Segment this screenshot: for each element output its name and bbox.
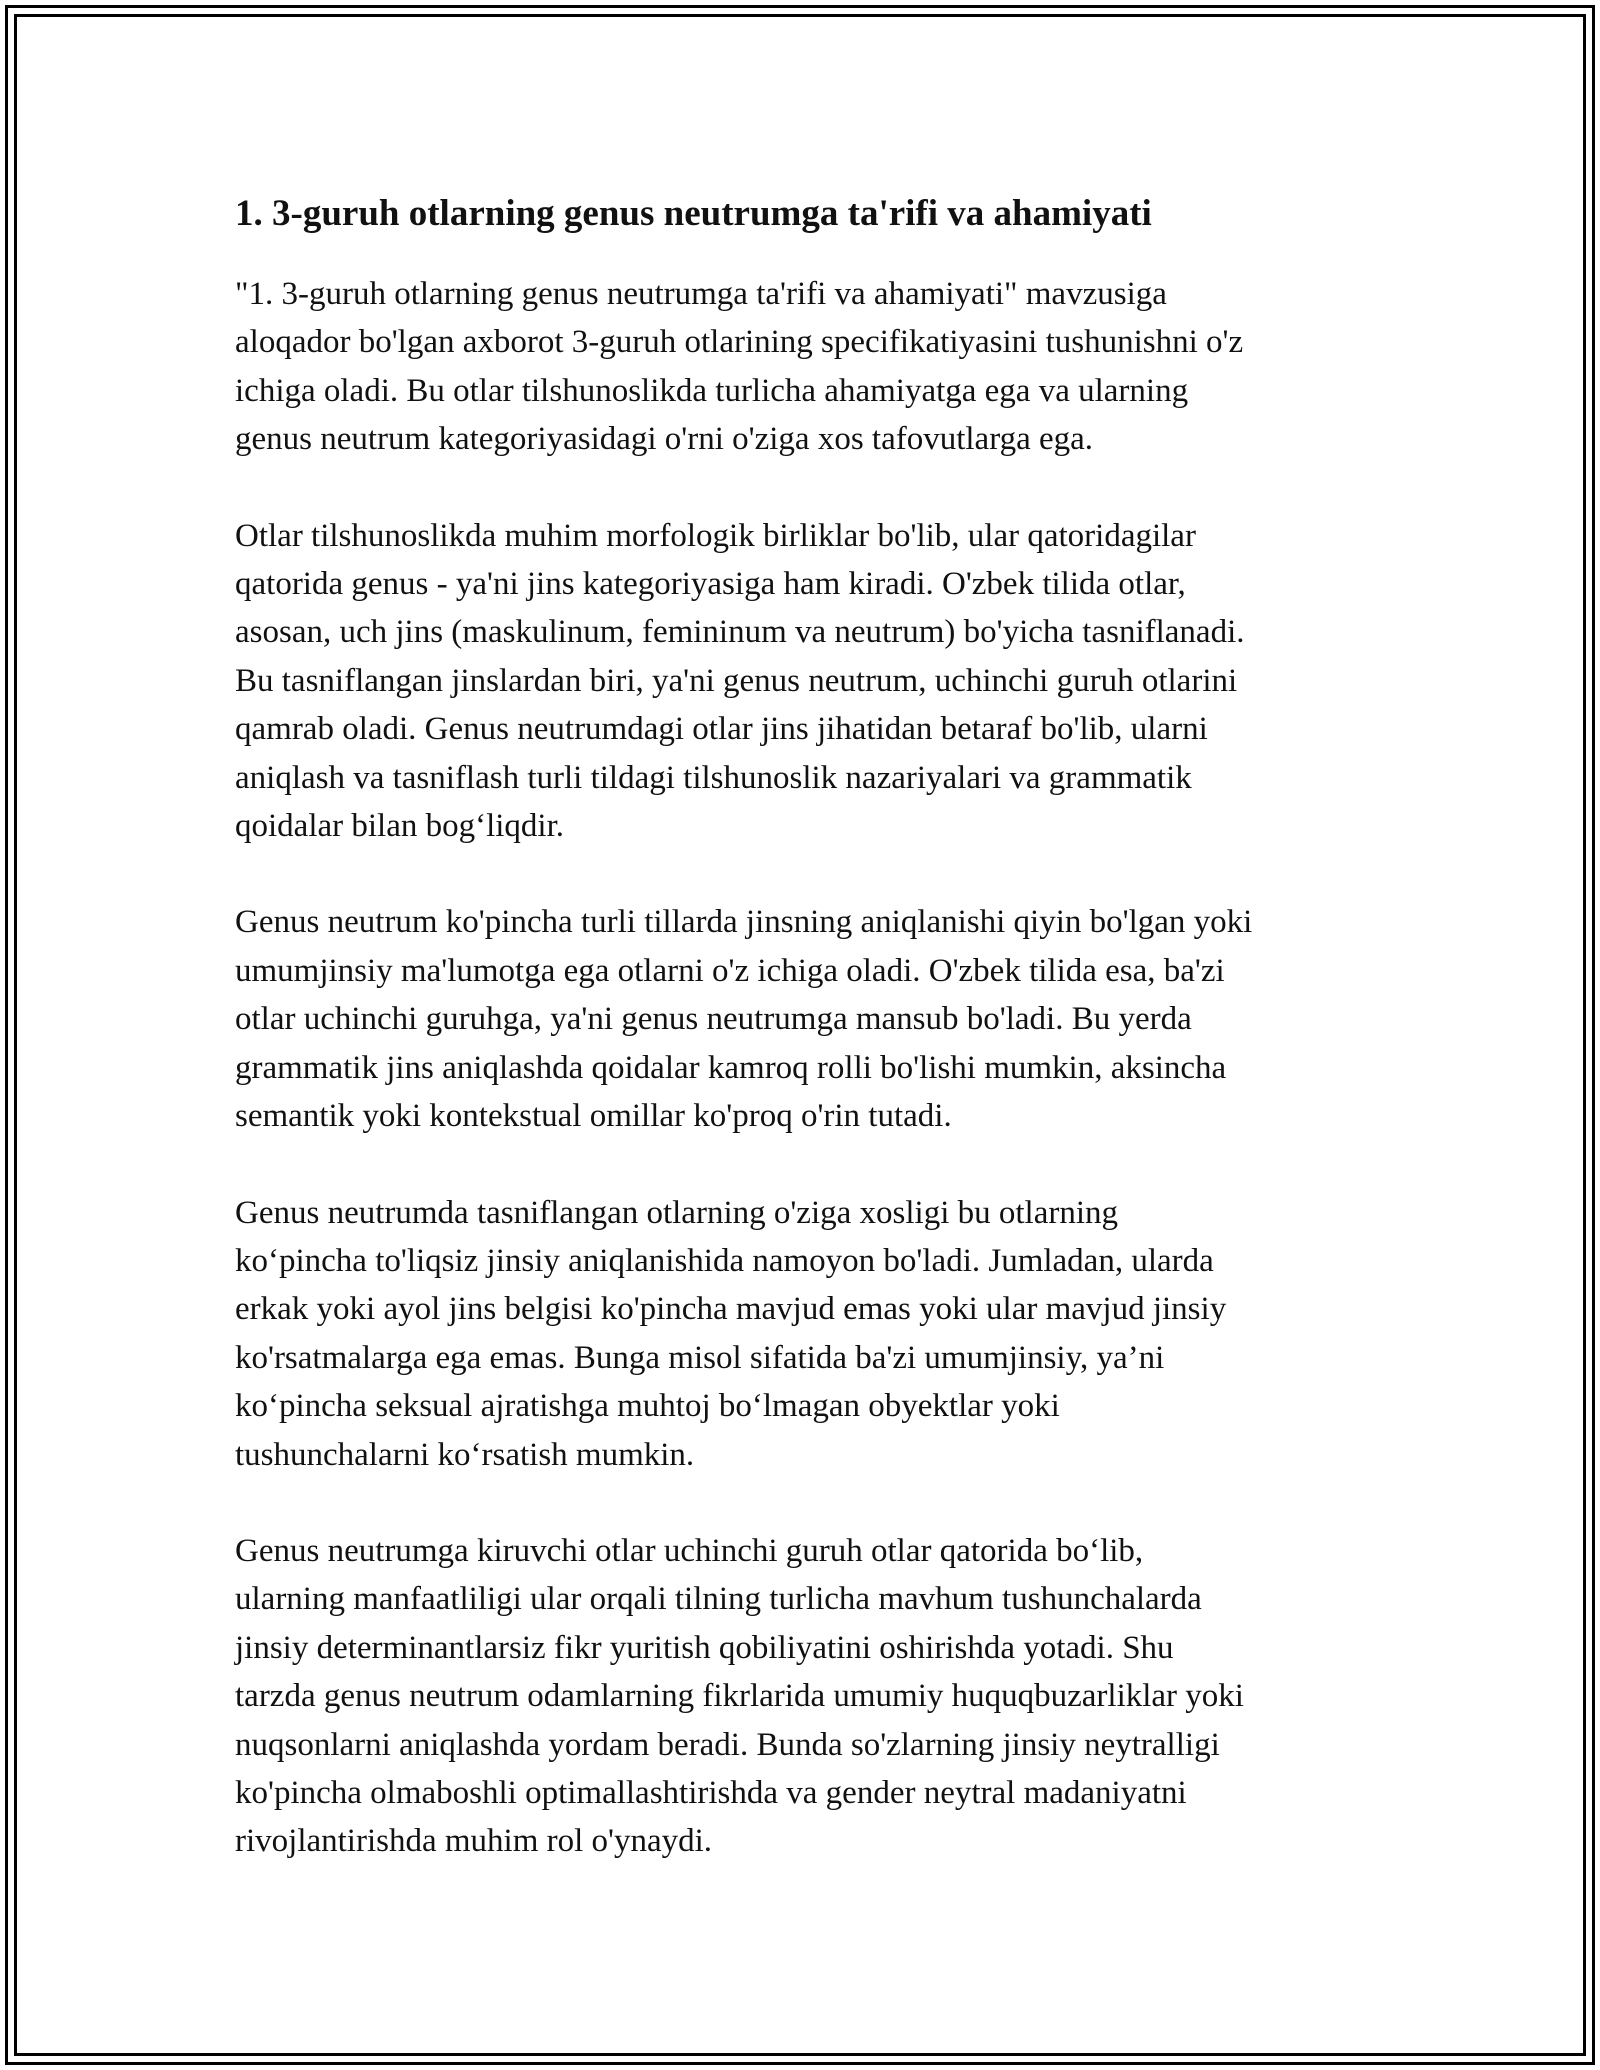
- paragraph-line: jinsiy determinantlarsiz fikr yuritish qobiliyatini oshirishda yotadi. Shu: [235, 1629, 1174, 1666]
- paragraph-line: grammatik jins aniqlashda qoidalar kamroq rolli bo'lishi mumkin, aksincha: [235, 1049, 1227, 1086]
- paragraph-line: Genus neutrumda tasniflangan otlarning o'ziga xosligi bu otlarning: [235, 1194, 1119, 1231]
- paragraph-line: genus neutrum kategoriyasidagi o'rni o'ziga xos tafovutlarga ega.: [235, 421, 1094, 458]
- paragraph: [235, 1527, 1375, 1866]
- paragraph-line: qatorida genus - ya'ni jins kategoriyasiga ham kiradi. O'zbek tilida otlar,: [235, 566, 1186, 603]
- paragraph-line: ko‘pincha seksual ajratishga muhtoj bo‘lmagan obyektlar yoki: [235, 1388, 1060, 1425]
- paragraph-line: qamrab oladi. Genus neutrumdagi otlar jins jihatidan betaraf bo'lib, ularni: [235, 711, 1208, 748]
- paragraph-line: Genus neutrumga kiruvchi otlar uchinchi guruh otlar qatorida bo‘lib,: [235, 1532, 1144, 1569]
- paragraph-line: Otlar tilshunoslikda muhim morfologik birliklar bo'lib, ular qatoridagilar: [235, 517, 1196, 554]
- paragraph-list: [235, 270, 1375, 1866]
- paragraph: [235, 512, 1375, 851]
- document-title: 1. 3-guruh otlarning genus neutrumga ta'rifi va ahamiyati: [235, 193, 1152, 234]
- paragraph-line: ularning manfaatliligi ular orqali tilning turlicha mavhum tushunchalarda: [235, 1581, 1202, 1618]
- paragraph-line: ko‘pincha to'liqsiz jinsiy aniqlanishida namoyon bo'ladi. Jumladan, ularda: [235, 1242, 1214, 1279]
- paragraph-line: aloqador bo'lgan axborot 3-guruh otlarining specifikatiyasini tushunishni o'z: [235, 324, 1244, 361]
- paragraph: [235, 270, 1375, 464]
- paragraph-line: nuqsonlarni aniqlashda yordam beradi. Bunda so'zlarning jinsiy neytralligi: [235, 1726, 1220, 1763]
- paragraph-line: semantik yoki kontekstual omillar ko'proq o'rin tutadi.: [235, 1098, 952, 1135]
- paragraph-line: "1. 3-guruh otlarning genus neutrumga ta'rifi va ahamiyati" mavzusiga: [235, 276, 1167, 312]
- document-body: [235, 182, 1375, 1914]
- paragraph-line: asosan, uch jins (maskulinum, femininum va neutrum) bo'yicha tasniflanadi.: [235, 614, 1245, 651]
- paragraph-line: aniqlash va tasniflash turli tildagi tilshunoslik nazariyalari va grammatik: [235, 759, 1192, 796]
- paragraph-line: Bu tasniflangan jinslardan biri, ya'ni genus neutrum, uchinchi guruh otlarini: [235, 662, 1238, 699]
- paragraph-line: qoidalar bilan bog‘liqdir.: [235, 808, 565, 845]
- paragraph: [235, 1189, 1375, 1479]
- paragraph-line: Genus neutrum ko'pincha turli tillarda jinsning aniqlanishi qiyin bo'lgan yoki: [235, 904, 1253, 941]
- paragraph-line: umumjinsiy ma'lumotga ega otlarni o'z ichiga oladi. O'zbek tilida esa, ba'zi: [235, 952, 1225, 989]
- paragraph-line: ko'pincha olmaboshli optimallashtirishda va gender neytral madaniyatni: [235, 1774, 1187, 1811]
- paragraph-line: rivojlantirishda muhim rol o'ynaydi.: [235, 1823, 713, 1860]
- paragraph-line: ichiga oladi. Bu otlar tilshunoslikda turlicha ahamiyatga ega va ularning: [235, 372, 1189, 409]
- paragraph-line: tarzda genus neutrum odamlarning fikrlarida umumiy huquqbuzarliklar yoki: [235, 1678, 1244, 1715]
- paragraph-line: tushunchalarni ko‘rsatish mumkin.: [235, 1436, 695, 1473]
- paragraph: [235, 898, 1375, 1140]
- paragraph-line: erkak yoki ayol jins belgisi ko'pincha mavjud emas yoki ular mavjud jinsiy: [235, 1291, 1227, 1328]
- paragraph-line: ko'rsatmalarga ega emas. Bunga misol sifatida ba'zi umumjinsiy, ya’ni: [235, 1339, 1165, 1376]
- paragraph-line: otlar uchinchi guruhga, ya'ni genus neutrumga mansub bo'ladi. Bu yerda: [235, 1001, 1192, 1038]
